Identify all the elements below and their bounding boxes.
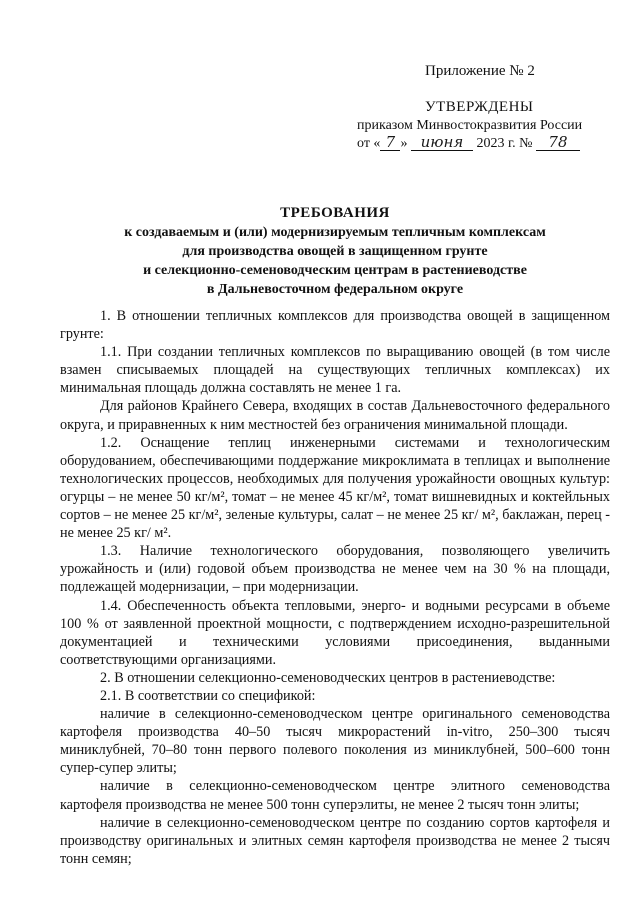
title-line-4: в Дальневосточном федеральном округе [206, 282, 464, 297]
date-day: 7 [380, 135, 400, 151]
paragraph-far-north: Для районов Крайнего Севера, входящих в состав Дальневосточного федерального округа, и приравненных к ним местностей без ограничения минимальной площади. [60, 398, 610, 433]
paragraph-2-1: 2.1. В соответствии со спецификой: [100, 687, 316, 704]
date-year: 2023 г. № [476, 136, 533, 151]
paragraph-variety-creation: наличие в селекционно-семеноводческом центре по созданию сортов картофеля и производству оригинальных и элитных семян картофеля производства не менее 2 тысяч тонн семян; [60, 814, 610, 867]
title-line-2: для производства овощей в защищенном грунте [182, 244, 488, 259]
title-line-3: и селекционно-семеноводческим центрам в растениеводстве [143, 263, 527, 278]
order-number: 78 [536, 135, 580, 151]
date-month: июня [411, 135, 473, 151]
paragraph-1-1: 1.1. При создании тепличных комплексов по выращиванию овощей (в том числе взамен списываемых площадей на существующих тепличных комплексах) их минимальная площадь должна составлять не менее 1 га. [60, 344, 610, 397]
date-mid: » [400, 136, 408, 151]
paragraph-1-3: 1.3. Наличие технологического оборудования, позволяющего увеличить урожайность и (или) годовой объем производства не менее чем на 30 % на площади, подлежащей модернизации, – при модернизации. [60, 543, 610, 596]
appendix-label: Приложение № 2 [425, 63, 535, 79]
title-line-1: к создаваемым и (или) модернизируемым тепличным комплексам [124, 225, 546, 240]
order-date-line [357, 135, 580, 153]
date-prefix: от « [357, 136, 381, 151]
paragraph-original-seed: наличие в селекционно-семеноводческом центре оригинального семеноводства картофеля производства 40–50 тысяч микрорастений in-vitro, 250–300 тысяч миниклубней, 70–80 тонн первого полевого поколения из миниклубней, 500–600 тонн супер-супер элиты; [60, 706, 610, 777]
document-title [60, 203, 610, 299]
paragraph-2: 2. В отношении селекционно-семеноводческих центров в растениеводстве: [100, 669, 556, 686]
paragraph-elite-seed: наличие в селекционно-семеноводческом центре элитного семеноводства картофеля производства не менее 500 тонн суперэлиты, не менее 2 тысяч тонн элиты; [60, 778, 610, 813]
approved-heading: УТВЕРЖДЕНЫ [425, 99, 534, 115]
paragraph-1-2: 1.2. Оснащение теплиц инженерными системами и технологическим оборудованием, обеспечивающими поддержание микроклимата в теплицах и выполнение технологических процессов, необходимых для получения урожайности овощных культур: огурцы – не менее 50 кг/м², томат – не менее 45 кг/м², томат вишневидных и коктейльных сортов – не менее 25 кг/м², зеленые культуры, салат – не менее 25 кг/ м², баклажан, перец - не менее 25 кг/ м². [60, 434, 610, 542]
title-main: ТРЕБОВАНИЯ [280, 205, 390, 221]
order-reference: приказом Минвостокразвития России [357, 118, 583, 133]
paragraph-1-4: 1.4. Обеспеченность объекта тепловыми, энерго- и водными ресурсами в объеме 100 % от заявленной проектной мощности, с подтверждением исходно-разрешительной документацией и техническими условиями присоединения, выданными соответствующими организациями. [60, 597, 610, 668]
document-body [60, 307, 610, 868]
paragraph-1: 1. В отношении тепличных комплексов для производства овощей в защищенном грунте: [60, 308, 610, 343]
